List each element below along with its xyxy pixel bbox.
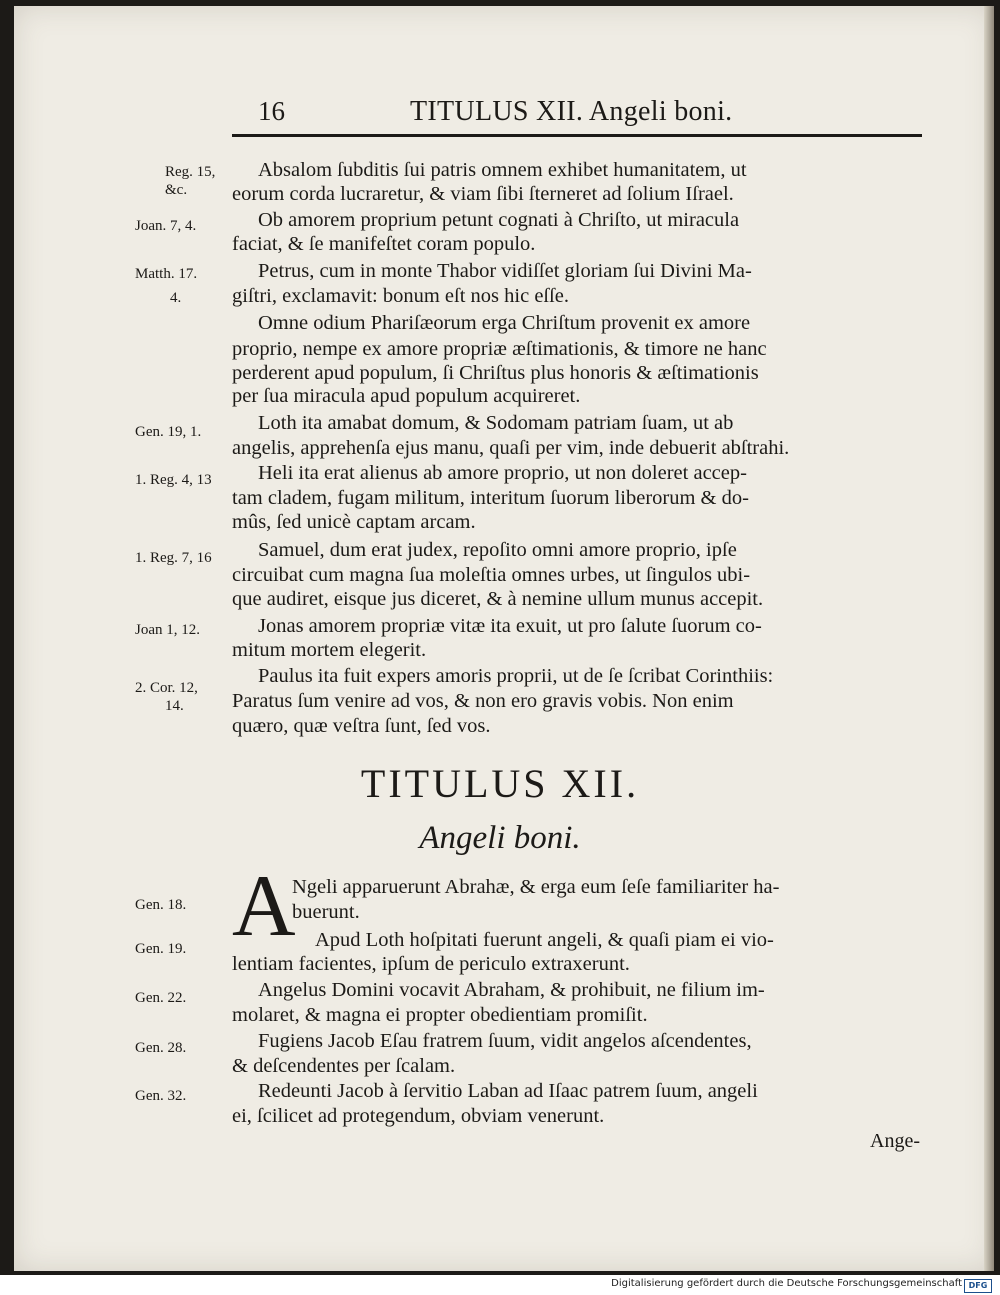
header-rule [232, 134, 922, 137]
text-line: Paulus ita fuit expers amoris proprii, ut de ſe ſcribat Corinthiis: [258, 665, 774, 687]
margin-note: &c. [165, 182, 188, 198]
margin-note: 14. [165, 698, 184, 714]
margin-note: Joan 1, 12. [135, 622, 200, 638]
margin-note: Gen. 19. [135, 941, 187, 957]
margin-note: Gen. 18. [135, 897, 187, 913]
text-line: Paratus ſum venire ad vos, & non ero gravis vobis. Non enim [232, 690, 734, 712]
text-line: quæro, quæ veſtra ſunt, ſed vos. [232, 715, 491, 737]
text-line: Angelus Domini vocavit Abraham, & prohibuit, ne filium im- [258, 979, 765, 1001]
running-title-sub: Angeli boni. [588, 96, 733, 127]
text-line: lentiam facientes, ipſum de periculo extraxerunt. [232, 953, 630, 975]
text-line: molaret, & magna ei propter obedientiam promiſit. [232, 1004, 648, 1026]
text-line: tam cladem, fugam militum, interitum ſuorum liberorum & do- [232, 487, 749, 509]
margin-note: 4. [170, 290, 182, 306]
text-line: ei, ſcilicet ad protegendum, obviam venerunt. [232, 1105, 605, 1127]
text-line: Ob amorem proprium petunt cognati à Chriſto, ut miracula [258, 209, 740, 231]
text-line: mitum mortem elegerit. [232, 639, 427, 661]
dfg-logo-icon: DFG [964, 1279, 992, 1293]
text-line: Samuel, dum erat judex, repoſito omni amore proprio, ipſe [258, 539, 737, 561]
page-edge [984, 6, 994, 1271]
page-number: 16 [258, 96, 285, 126]
text-line: per ſua miracula apud populum acquireret. [232, 385, 581, 407]
text-line: Jonas amorem propriæ vitæ ita exuit, ut pro ſalute ſuorum co- [258, 615, 762, 637]
margin-note: Joan. 7, 4. [135, 218, 197, 234]
catchword: Ange- [870, 1130, 920, 1152]
text-line: perderent apud populum, ſi Chriſtus plus honoris & æſtimationis [232, 362, 759, 384]
margin-note: 1. Reg. 4, 13 [135, 472, 212, 488]
text-line: Fugiens Jacob Eſau fratrem ſuum, vidit angelos aſcendentes, [258, 1030, 752, 1052]
text-line: Loth ita amabat domum, & Sodomam patriam ſuam, ut ab [258, 412, 734, 434]
text-line: eorum corda lucraretur, & viam ſibi ſterneret ad ſolium Iſrael. [232, 183, 734, 205]
footer-credit: Digitalisierung gefördert durch die Deutsche Forschungsgemeinschaft [611, 1278, 962, 1289]
text-line: Redeunti Jacob à ſervitio Laban ad Iſaac patrem ſuum, angeli [258, 1080, 758, 1102]
text-line: giſtri, exclamavit: bonum eſt nos hic eſſe. [232, 285, 570, 307]
text-line: que audiret, eisque jus diceret, & à nemine ullum munus accepit. [232, 588, 764, 610]
footer-bar [0, 1277, 1000, 1295]
text-line: circuibat cum magna ſua moleſtia omnes urbes, ut ſingulos ubi- [232, 564, 751, 586]
text-line: & deſcendentes per ſcalam. [232, 1055, 456, 1077]
text-line: mûs, ſed unicè captam arcam. [232, 511, 476, 533]
margin-note: Gen. 19, 1. [135, 424, 202, 440]
margin-note: Gen. 28. [135, 1040, 187, 1056]
text-line: Heli ita erat alienus ab amore proprio, ut non doleret accep- [258, 462, 747, 484]
text-line: proprio, nempe ex amore propriæ æſtimationis, & timore ne hanc [232, 338, 767, 360]
margin-note: Reg. 15, [165, 164, 216, 180]
text-line: Omne odium Phariſæorum erga Chriſtum provenit ex amore [258, 312, 751, 334]
section-subtitle: Angeli boni. [419, 820, 581, 856]
text-line: Apud Loth hoſpitati fuerunt angeli, & quaſi piam ei vio- [315, 929, 774, 951]
running-head [258, 96, 923, 136]
text-line: faciat, & ſe manifeſtet coram populo. [232, 233, 536, 255]
text-line: Absalom ſubditis ſui patris omnem exhibet humanitatem, ut [258, 159, 747, 181]
margin-note: 1. Reg. 7, 16 [135, 550, 212, 566]
text-line: Petrus, cum in monte Thabor vidiſſet gloriam ſui Divini Ma- [258, 260, 752, 282]
margin-note: Matth. 17. [135, 266, 198, 282]
margin-note: Gen. 22. [135, 990, 187, 1006]
running-title [410, 96, 732, 128]
drop-cap: A [232, 858, 296, 955]
text-line: buerunt. [292, 901, 360, 923]
running-title-main: TITULUS XII. [410, 96, 584, 127]
text-line: Ngeli apparuerunt Abrahæ, & erga eum ſeſe familiariter ha- [292, 876, 780, 898]
margin-note: 2. Cor. 12, [135, 680, 198, 696]
margin-note: Gen. 32. [135, 1088, 187, 1104]
section-title: TITULUS XII. [360, 761, 640, 806]
text-line: angelis, apprehenſa ejus manu, quaſi per vim, inde debuerit abſtrahi. [232, 437, 790, 459]
